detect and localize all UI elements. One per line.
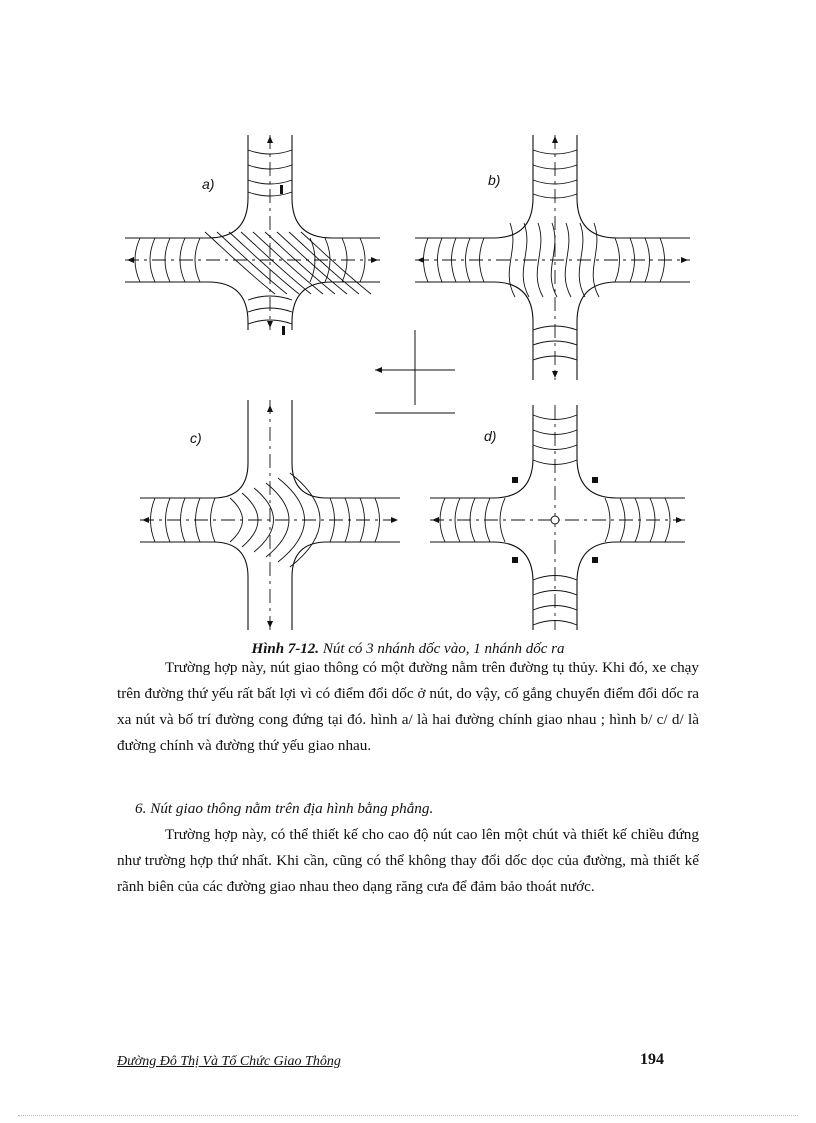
panel-a-drain-1: [280, 185, 283, 194]
panel-d-curb-br: [577, 542, 685, 630]
panel-c-curb-tr: [292, 400, 400, 498]
panel-label-b: b): [488, 172, 501, 188]
panel-b-curb-tl: [415, 135, 533, 238]
panel-a-diag-contour-0: [205, 232, 275, 294]
panel-d-corner-inlet-0: [512, 477, 518, 483]
panel-a-arrow-up: [267, 136, 273, 143]
panel-d-curb-tr: [577, 405, 685, 498]
panel-d-corner-inlet-3: [592, 557, 598, 563]
panel-label-d: d): [484, 428, 497, 444]
panel-a-arrow-right: [371, 257, 378, 263]
panel-label-a: a): [202, 176, 215, 192]
panel-c-curb-tl: [140, 400, 248, 498]
panel-c-curb-br: [292, 542, 400, 630]
intersection-diagrams: [110, 130, 710, 635]
panel-d-center-point: [551, 516, 559, 524]
caption-text: Nút có 3 nhánh dốc vào, 1 nhánh dốc ra: [319, 641, 565, 657]
panel-d-corner-inlet-1: [592, 477, 598, 483]
panel-a-curb-tl: [125, 135, 248, 238]
panel-a-drain-2: [282, 326, 285, 335]
panel-b-arrow-right: [681, 257, 688, 263]
panel-d-corner-inlet-2: [512, 557, 518, 563]
panel-b-arrow-up: [552, 136, 558, 143]
panel-a-top-contour-v-0: [248, 150, 292, 154]
panel-c-curb-bl: [140, 542, 248, 630]
panel-c-arrow-up: [267, 405, 273, 412]
footer-book-title: Đường Đô Thị Và Tổ Chức Giao Thông: [117, 1054, 341, 1069]
panel-b-curb-br: [577, 282, 690, 380]
panel-b-arrow-left: [417, 257, 424, 263]
bottom-rule: [18, 1115, 798, 1116]
panel-label-c: c): [190, 430, 202, 446]
panel-c-arrow-right: [391, 517, 398, 523]
panel-c-arrow-left: [142, 517, 149, 523]
panel-b-curb-tr: [577, 135, 690, 238]
panel-d-arrow-right: [676, 517, 683, 523]
page-number: 194: [640, 1051, 664, 1068]
paragraph-2: Trường hợp này, có thể thiết kế cho cao độ nút cao lên một chút và thiết kế chiều đứng như trường hợp thứ nhất. Khi cần, cũng có thể không thay đổi dốc dọc của đường, mà thiết kế rãnh biên của các đường giao nhau theo dạng răng cưa để đảm bảo thoát nước.: [117, 826, 699, 895]
panel-a-arrow-down: [267, 321, 273, 328]
panel-b-left-contour-h-1: [438, 238, 443, 282]
intersection-figure: [110, 130, 710, 635]
panel-b-right-contour-h-2: [645, 238, 650, 282]
panel-a-curb-tr: [292, 135, 380, 238]
panel-d-curb-tl: [430, 405, 533, 498]
caption-number: Hình 7-12.: [251, 641, 320, 657]
panel-b-top-contour-v-0: [533, 150, 577, 154]
panel-c-arrow-down: [267, 621, 273, 628]
panel-a-curb-bl: [125, 282, 248, 330]
legend-arrow-left: [375, 367, 382, 373]
panel-d-arrow-left: [432, 517, 439, 523]
paragraph-1: Trường hợp này, nút giao thông có một đường nằm trên đường tụ thủy. Khi đó, xe chạy trên đường thứ yếu rất bất lợi vì có điểm đổi dốc ở nút, do vậy, cố gắng chuyển điểm đổi dốc ra xa nút và bố trí đường cong đứng tại đó. hình a/ là hai đường chính giao nhau ; hình b/ c/ d/ là đường chính và đường thứ yếu giao nhau.: [117, 659, 699, 754]
panel-b-arrow-down: [552, 371, 558, 378]
panel-c-left-contour-h-2: [181, 498, 186, 542]
panel-d-curb-bl: [430, 542, 533, 630]
section-subheading: 6. Nút giao thông nằm trên địa hình bằng phẳng.: [135, 800, 434, 817]
panel-a-arrow-left: [127, 257, 134, 263]
